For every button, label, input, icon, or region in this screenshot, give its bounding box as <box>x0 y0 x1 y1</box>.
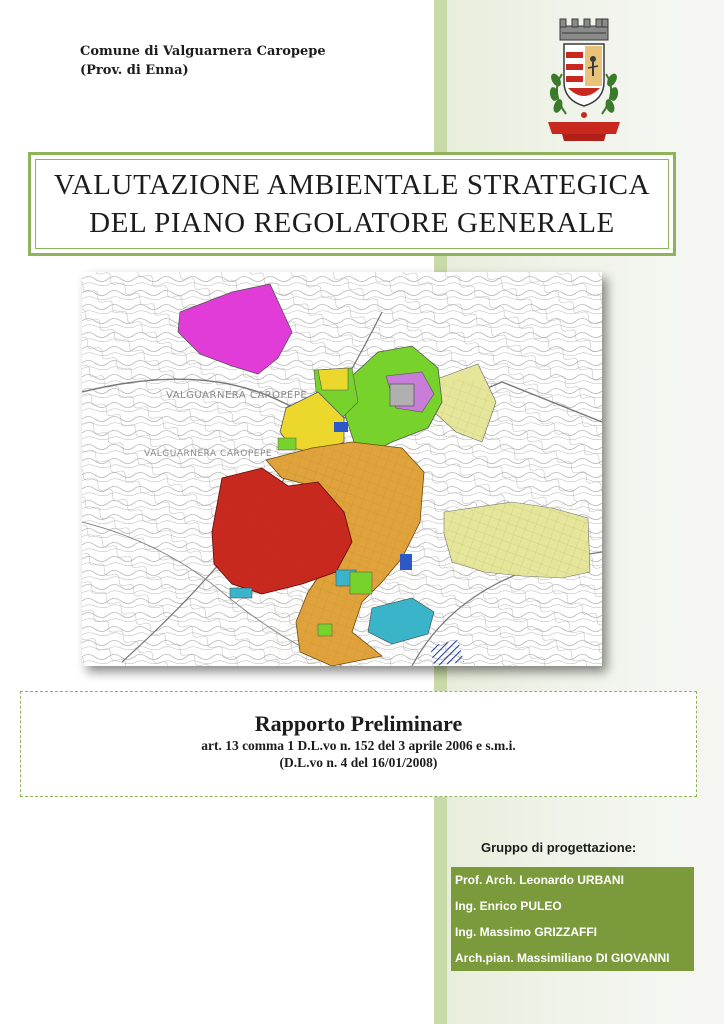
province-name: (Prov. di Enna) <box>80 63 189 78</box>
title-box <box>28 152 676 256</box>
municipal-crest-logo <box>532 14 636 146</box>
title-inner-frame <box>35 159 669 249</box>
report-box <box>20 691 697 797</box>
report-law-reference: art. 13 comma 1 D.L.vo n. 152 del 3 aprile 2006 e s.m.i. <box>201 738 516 753</box>
design-team-box <box>451 867 694 971</box>
document-title-line-1: VALUTAZIONE AMBIENTALE STRATEGICA <box>53 169 651 201</box>
team-member: Ing. Massimo GRIZZAFFI <box>455 925 598 939</box>
report-law-reference-2: (D.L.vo n. 4 del 16/01/2008) <box>279 755 438 770</box>
document-title-line-2: DEL PIANO REGOLATORE GENERALE <box>89 207 615 239</box>
map-label-town-2: VALGUARNERA CAROPEPE <box>144 449 273 459</box>
zoning-map <box>82 272 602 666</box>
report-title: Rapporto Preliminare <box>254 711 463 736</box>
zoning-map-image <box>82 272 602 666</box>
municipality-name: Comune di Valguarnera Caropepe <box>80 44 326 59</box>
map-label-town-1: VALGUARNERA CAROPEPE <box>166 390 308 401</box>
team-member: Arch.pian. Massimiliano DI GIOVANNI <box>455 951 670 965</box>
design-team-heading: Gruppo di progettazione: <box>481 840 637 855</box>
municipality-header <box>80 42 326 80</box>
team-member: Prof. Arch. Leonardo URBANI <box>455 873 624 887</box>
team-member: Ing. Enrico PULEO <box>455 899 562 913</box>
